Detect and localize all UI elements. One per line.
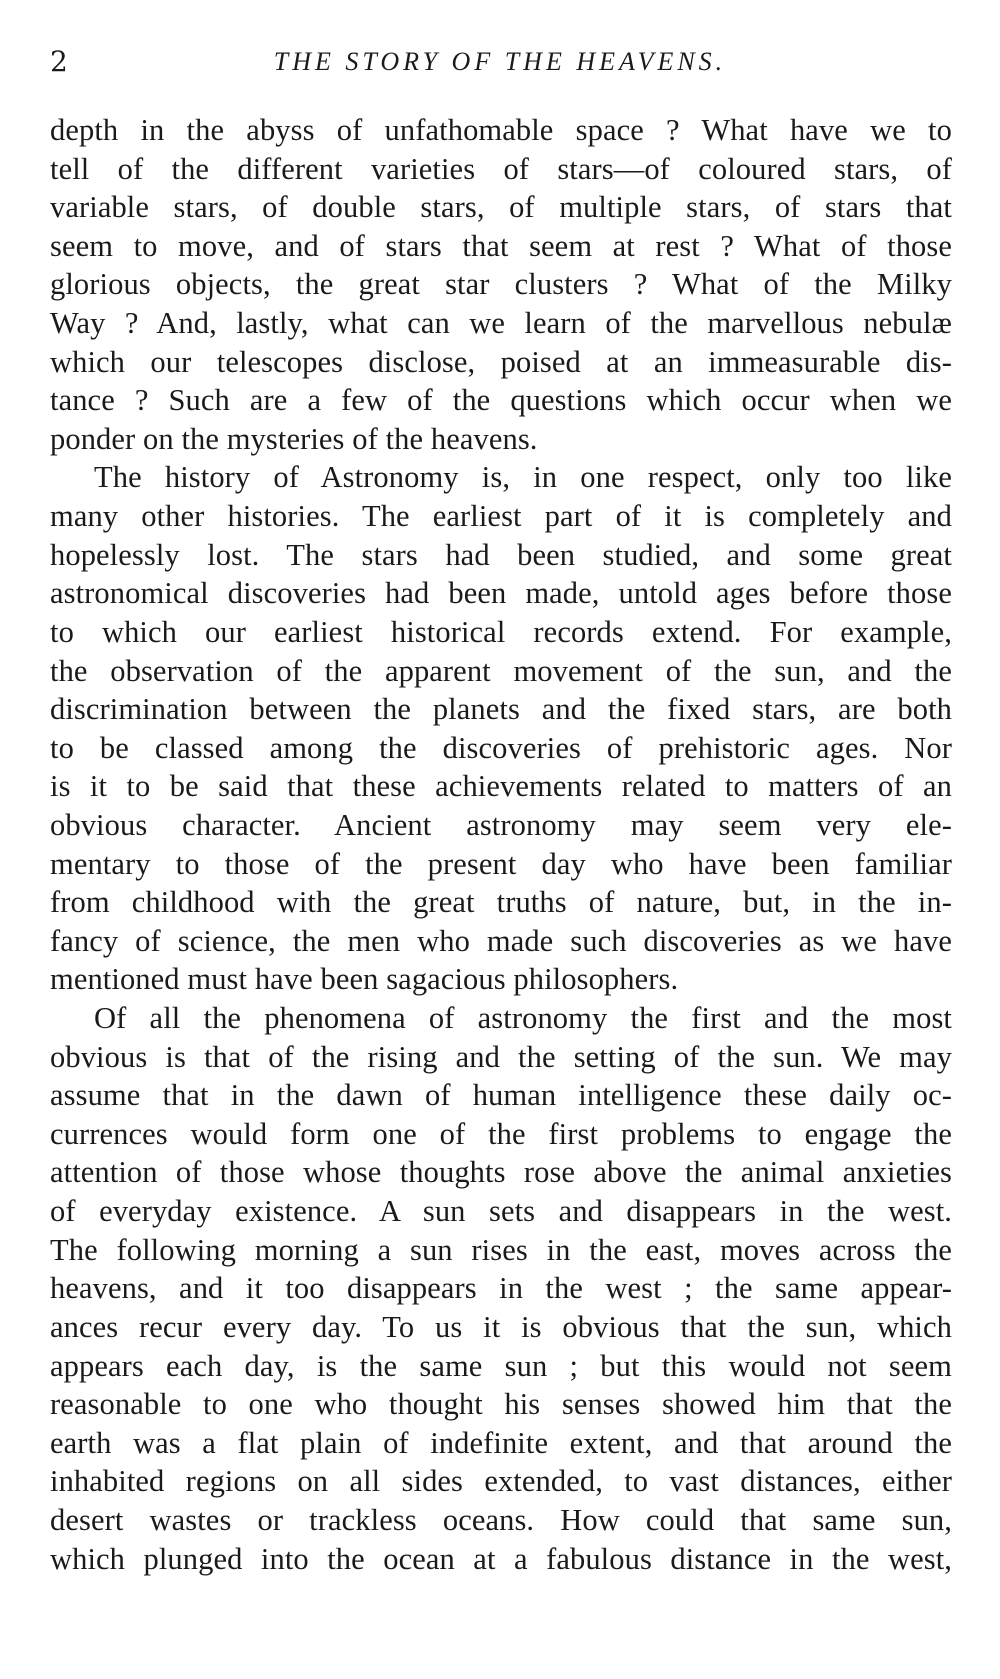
text-line: appears each day, is the same sun ; but this would not seem bbox=[50, 1348, 952, 1383]
text-line: the observation of the apparent movement of the sun, and the bbox=[50, 653, 952, 688]
text-line: fancy of science, the men who made such discoveries as we have bbox=[50, 923, 952, 958]
text-line: discrimination between the planets and the fixed stars, are both bbox=[50, 692, 952, 727]
text-line: of everyday existence. A sun sets and disappears in the west. bbox=[50, 1194, 952, 1229]
text-line: obvious is that of the rising and the setting of the sun. We may bbox=[50, 1039, 952, 1074]
text-line: attention of those whose thoughts rose above the animal anxieties bbox=[50, 1155, 952, 1190]
text-line: many other histories. The earliest part of it is completely and bbox=[50, 499, 952, 534]
paragraph-3 bbox=[50, 999, 952, 1578]
text-line: which plunged into the ocean at a fabulous distance in the west, bbox=[50, 1541, 952, 1576]
text-line: from childhood with the great truths of nature, but, in the in- bbox=[50, 885, 952, 920]
text-line: mentary to those of the present day who have been familiar bbox=[50, 846, 952, 881]
page-number: 2 bbox=[50, 45, 68, 78]
text-line: heavens, and it too disappears in the west ; the same appear- bbox=[50, 1271, 952, 1306]
text-line: currences would form one of the first problems to engage the bbox=[50, 1116, 952, 1151]
text-line: glorious objects, the great star clusters ? What of the Milky bbox=[50, 267, 952, 302]
text-line: Way ? And, lastly, what can we learn of the marvellous nebulæ bbox=[50, 306, 952, 341]
text-line: reasonable to one who thought his senses showed him that the bbox=[50, 1387, 952, 1422]
body-text bbox=[50, 111, 952, 1578]
text-line: to be classed among the discoveries of prehistoric ages. Nor bbox=[50, 730, 952, 765]
text-line: earth was a flat plain of indefinite extent, and that around the bbox=[50, 1425, 952, 1460]
text-line: The history of Astronomy is, in one respect, only too like bbox=[94, 460, 952, 495]
text-line: hopelessly lost. The stars had been studied, and some great bbox=[50, 537, 952, 572]
running-title: THE STORY OF THE HEAVENS. bbox=[273, 47, 727, 76]
text-line: The following morning a sun rises in the east, moves across the bbox=[50, 1232, 952, 1267]
text-line: astronomical discoveries had been made, untold ages before those bbox=[50, 576, 952, 611]
text-line: which our telescopes disclose, poised at an immeasurable dis- bbox=[50, 344, 952, 379]
text-line: ponder on the mysteries of the heavens. bbox=[50, 421, 538, 456]
text-line: ances recur every day. To us it is obvious that the sun, which bbox=[50, 1309, 952, 1344]
text-line: seem to move, and of stars that seem at rest ? What of those bbox=[50, 228, 952, 263]
text-line: Of all the phenomena of astronomy the first and the most bbox=[94, 1001, 952, 1036]
text-line: desert wastes or trackless oceans. How could that same sun, bbox=[50, 1502, 952, 1537]
text-line: is it to be said that these achievements related to matters of an bbox=[50, 769, 952, 804]
text-line: tell of the different varieties of stars—of coloured stars, of bbox=[50, 151, 952, 186]
paragraph-1 bbox=[50, 111, 952, 458]
paragraph-2 bbox=[50, 458, 952, 999]
text-line: variable stars, of double stars, of multiple stars, of stars that bbox=[50, 190, 952, 225]
text-line: assume that in the dawn of human intelligence these daily oc- bbox=[50, 1078, 952, 1113]
text-line: obvious character. Ancient astronomy may seem very ele- bbox=[50, 807, 952, 842]
text-line: depth in the abyss of unfathomable space ? What have we to bbox=[50, 113, 952, 147]
text-line: mentioned must have been sagacious philosophers. bbox=[50, 962, 679, 997]
page-header bbox=[50, 42, 950, 82]
text-line: inhabited regions on all sides extended, to vast distances, either bbox=[50, 1464, 952, 1499]
text-line: to which our earliest historical records extend. For example, bbox=[50, 614, 952, 649]
text-line: tance ? Such are a few of the questions which occur when we bbox=[50, 383, 952, 418]
